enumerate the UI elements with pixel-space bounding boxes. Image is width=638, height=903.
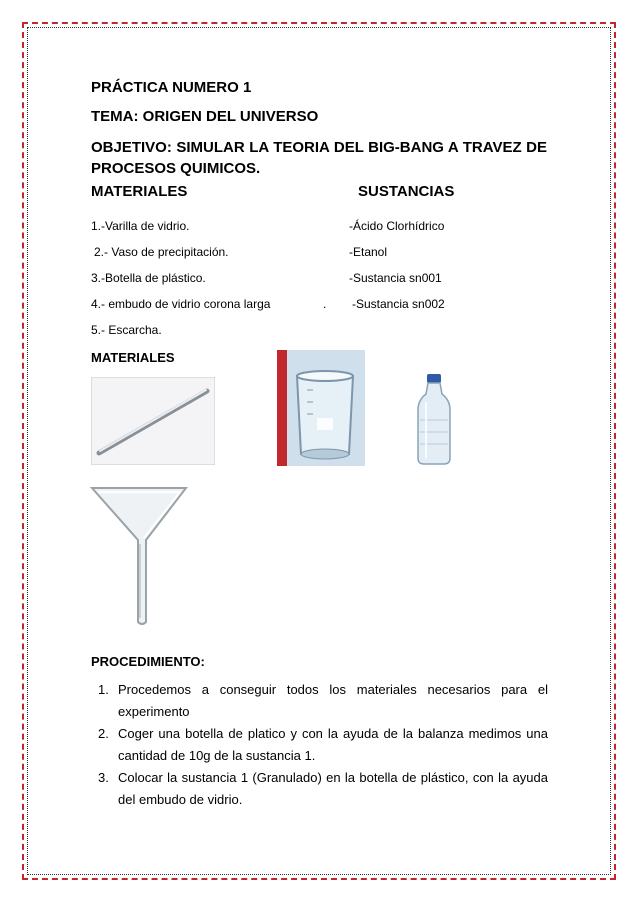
objetivo-paragraph: OBJETIVO: SIMULAR LA TEORIA DEL BIG-BANG A TRAVEZ DE PROCESOS QUIMICOS. xyxy=(91,139,547,177)
procedimiento-title: PROCEDIMIENTO: xyxy=(91,654,205,669)
materiales-header: MATERIALES xyxy=(91,183,188,200)
material-item: 4.- embudo de vidrio corona larga xyxy=(91,297,271,311)
sustancia-item: -Sustancia sn001 xyxy=(349,271,442,285)
procedimiento-list xyxy=(98,679,548,811)
step-number: 3. xyxy=(98,770,109,785)
beaker-image xyxy=(277,350,373,466)
funnel-image xyxy=(90,486,188,628)
materiales-section-title: MATERIALES xyxy=(91,350,175,365)
tema-line: TEMA: ORIGEN DEL UNIVERSO xyxy=(91,108,319,125)
separator-dot: . xyxy=(323,297,327,311)
plastic-bottle-image xyxy=(412,372,456,466)
step-text: Coger una botella de platico y con la ayuda de la balanza medimos una cantidad de 10g de la sustancia 1. xyxy=(118,726,548,763)
list-item xyxy=(98,679,548,723)
page-title: PRÁCTICA NUMERO 1 xyxy=(91,79,252,96)
material-item: 2.- Vaso de precipitación. xyxy=(94,245,229,259)
glass-rod-image xyxy=(91,377,215,465)
material-item: 1.-Varilla de vidrio. xyxy=(91,219,190,233)
step-number: 2. xyxy=(98,726,109,741)
sustancias-header: SUSTANCIAS xyxy=(358,183,455,200)
sustancia-item: -Sustancia sn002 xyxy=(352,297,445,311)
step-text: Procedemos a conseguir todos los materiales necesarios para el experimento xyxy=(118,682,548,719)
sustancia-item: -Ácido Clorhídrico xyxy=(349,219,445,233)
sustancia-item: -Etanol xyxy=(349,245,388,259)
step-text: Colocar la sustancia 1 (Granulado) en la botella de plástico, con la ayuda del embudo de vidrio. xyxy=(118,770,548,807)
list-item xyxy=(98,767,548,811)
step-number: 1. xyxy=(98,682,109,697)
material-item: 3.-Botella de plástico. xyxy=(91,271,206,285)
material-item: 5.- Escarcha. xyxy=(91,323,162,337)
list-item xyxy=(98,723,548,767)
